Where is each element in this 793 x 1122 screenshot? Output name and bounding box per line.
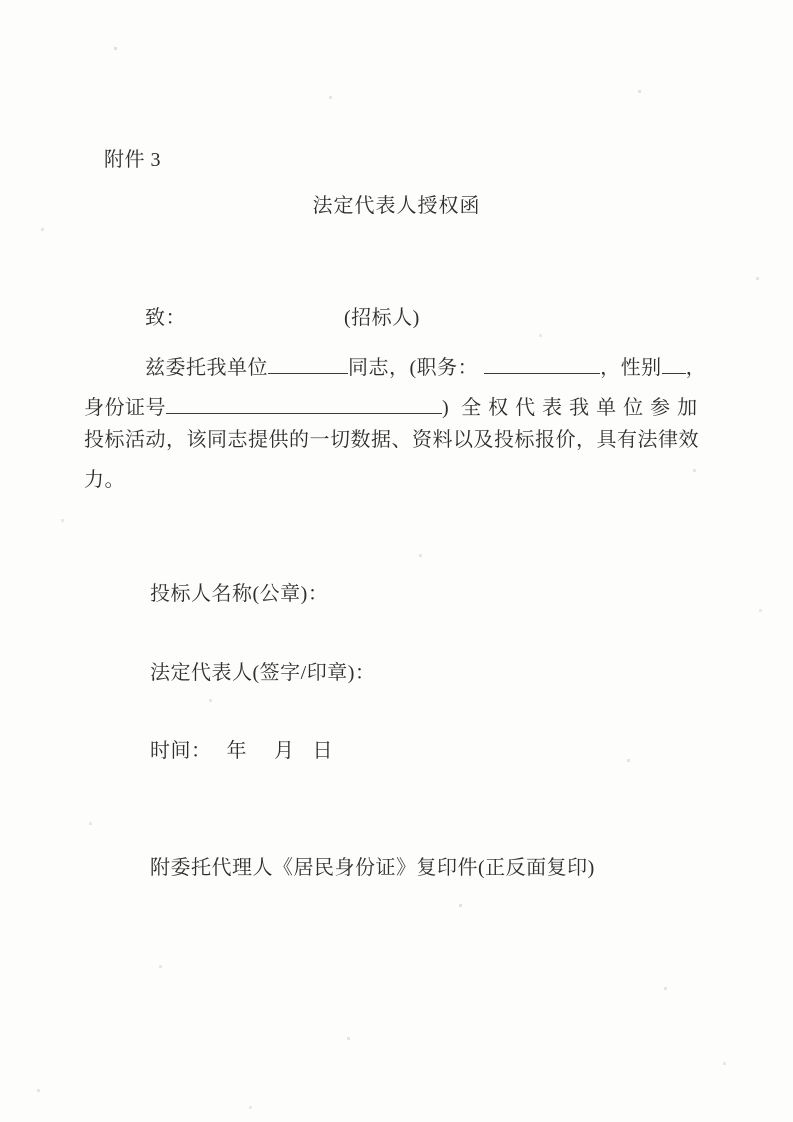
attachment-label: 附件 3 (104, 149, 161, 171)
day-label: 日 (312, 740, 333, 762)
blank-gender-field (662, 351, 686, 374)
trailing-comma: ， (685, 357, 707, 379)
blank-id-number-field (166, 391, 442, 414)
year-label: 年 (226, 740, 247, 762)
commission-text: 兹委托我单位 (145, 357, 268, 379)
closing-paren: ) (442, 397, 450, 419)
gender-text: ，性别 (600, 357, 662, 379)
bidder-name-label: 投标人名称(公章)： (150, 583, 329, 605)
body-paragraph-line-4: 力。 (84, 469, 125, 491)
scan-noise-speckles (0, 0, 1, 1)
recipient-label: (招标人) (344, 307, 420, 329)
body-paragraph-line-2 (84, 391, 704, 420)
salutation-line (145, 306, 420, 330)
salutation-label: 致： (145, 307, 186, 329)
date-label: 时间： (150, 740, 212, 762)
footnote: 附委托代理人《居民身份证》复印件(正反面复印) (150, 857, 595, 879)
date-line (150, 739, 333, 763)
blank-agent-name-field (268, 351, 348, 374)
blank-position-field (484, 351, 600, 374)
month-label: 月 (274, 740, 295, 762)
comrade-position-text: 同志，(职务： (348, 357, 479, 379)
document-title: 法定代表人授权函 (312, 195, 481, 217)
body-paragraph-line-3: 投标活动，该同志提供的一切数据、资料以及投标报价，具有法律效 (84, 429, 699, 451)
authorization-text: 全权代表我单位参加 (461, 397, 705, 419)
body-paragraph-line-1 (145, 351, 706, 380)
id-number-label: 身份证号 (84, 397, 166, 419)
legal-representative-label: 法定代表人(签字/印章)： (150, 662, 376, 684)
